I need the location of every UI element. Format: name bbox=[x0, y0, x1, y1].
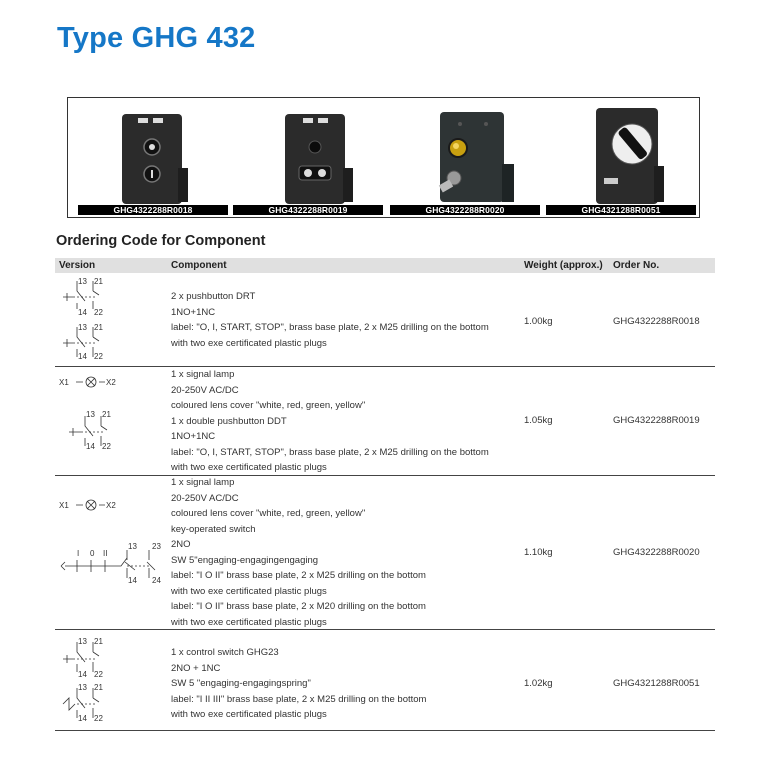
component-description: 1 x signal lamp 20-250V AC/DC coloured lens cover "white, red, green, yellow" key-operated switch 2NO SW 5"engaging-engagingengaging label: "I O II" brass base plate, 2 x M25 drilling on the bottom with two exe certificated plastic plugs label: "I O II" brass base plate, 2 x M20 drilling on the bottom with two exe certificated plastic plugs bbox=[171, 477, 426, 628]
terminal-label: 13 bbox=[128, 542, 137, 551]
terminal-label: 21 bbox=[94, 277, 103, 286]
weight-value: 1.10kg bbox=[524, 547, 553, 558]
section-title: Ordering Code for Component bbox=[56, 233, 266, 249]
terminal-label: 14 bbox=[78, 670, 87, 679]
product-card bbox=[546, 98, 696, 217]
terminal-label: 22 bbox=[94, 670, 103, 679]
product-card bbox=[233, 98, 383, 217]
weight-value: 1.05kg bbox=[524, 415, 553, 426]
header-version: Version bbox=[59, 260, 96, 271]
terminal-label: 14 bbox=[78, 714, 87, 723]
terminal-label: X2 bbox=[106, 501, 116, 510]
lamp-button-enclosure-photo bbox=[233, 98, 383, 217]
position-label: 0 bbox=[90, 549, 95, 558]
terminal-label: 24 bbox=[152, 576, 161, 585]
weight-value: 1.00kg bbox=[524, 316, 553, 327]
position-label: II bbox=[103, 549, 108, 558]
order-number: GHG4321288R0051 bbox=[613, 678, 700, 689]
header-weight: Weight (approx.) bbox=[524, 260, 603, 271]
terminal-label: 13 bbox=[86, 410, 95, 419]
header-component: Component bbox=[171, 260, 227, 271]
terminal-label: X2 bbox=[106, 378, 116, 387]
terminal-label: 14 bbox=[86, 442, 95, 451]
terminal-label: 13 bbox=[78, 323, 87, 332]
terminal-label: 13 bbox=[78, 277, 87, 286]
product-card bbox=[78, 98, 228, 217]
circuit-diagram bbox=[55, 372, 125, 454]
product-caption: GHG4322288R0019 bbox=[233, 205, 383, 215]
order-number: GHG4322288R0018 bbox=[613, 316, 700, 327]
table-header bbox=[55, 258, 715, 273]
header-order: Order No. bbox=[613, 260, 660, 271]
terminal-label: 13 bbox=[78, 683, 87, 692]
circuit-diagram bbox=[55, 494, 167, 586]
terminal-label: 22 bbox=[102, 442, 111, 451]
terminal-label: 23 bbox=[152, 542, 161, 551]
product-caption: GHG4322288R0018 bbox=[78, 205, 228, 215]
component-description: 2 x pushbutton DRT 1NO+1NC label: "O, I, START, STOP", brass base plate, 2 x M25 drilling on the bottom with two exe certificated plastic plugs bbox=[171, 291, 489, 349]
terminal-label: 14 bbox=[128, 576, 137, 585]
terminal-label: 22 bbox=[94, 308, 103, 317]
product-caption: GHG4321288R0051 bbox=[546, 205, 696, 215]
row-divider bbox=[55, 629, 715, 630]
terminal-label: 21 bbox=[102, 410, 111, 419]
product-caption: GHG4322288R0020 bbox=[390, 205, 540, 215]
circuit-diagram bbox=[55, 634, 115, 724]
terminal-label: 14 bbox=[78, 308, 87, 317]
order-number: GHG4322288R0020 bbox=[613, 547, 700, 558]
terminal-label: 22 bbox=[94, 352, 103, 361]
circuit-diagram bbox=[55, 275, 115, 361]
weight-value: 1.02kg bbox=[524, 678, 553, 689]
row-divider bbox=[55, 730, 715, 731]
terminal-label: X1 bbox=[59, 378, 69, 387]
product-photo-strip bbox=[67, 97, 700, 218]
lamp-key-switch-enclosure-photo bbox=[390, 98, 540, 217]
order-number: GHG4322288R0019 bbox=[613, 415, 700, 426]
page-title: Type GHG 432 bbox=[57, 22, 256, 54]
terminal-label: 14 bbox=[78, 352, 87, 361]
product-card bbox=[390, 98, 540, 217]
position-label: I bbox=[77, 549, 80, 558]
terminal-label: 21 bbox=[94, 323, 103, 332]
terminal-label: 13 bbox=[78, 637, 87, 646]
pushbutton-enclosure-photo bbox=[78, 98, 228, 217]
terminal-label: 22 bbox=[94, 714, 103, 723]
component-description: 1 x signal lamp 20-250V AC/DC coloured lens cover "white, red, green, yellow" 1 x double pushbutton DDT 1NO+1NC label: "O, I, START, STOP", brass base plate, 2 x M25 drilling on the bottom with two exe certificated plastic plugs bbox=[171, 369, 489, 473]
terminal-label: X1 bbox=[59, 501, 69, 510]
terminal-label: 21 bbox=[94, 683, 103, 692]
component-description: 1 x control switch GHG23 2NO + 1NC SW 5 "engaging-engagingspring" label: "I II III" brass base plate, 2 x M25 drilling on the bottom with two exe certificated plastic plugs bbox=[171, 647, 427, 720]
control-switch-enclosure-photo bbox=[546, 98, 696, 217]
terminal-label: 21 bbox=[94, 637, 103, 646]
